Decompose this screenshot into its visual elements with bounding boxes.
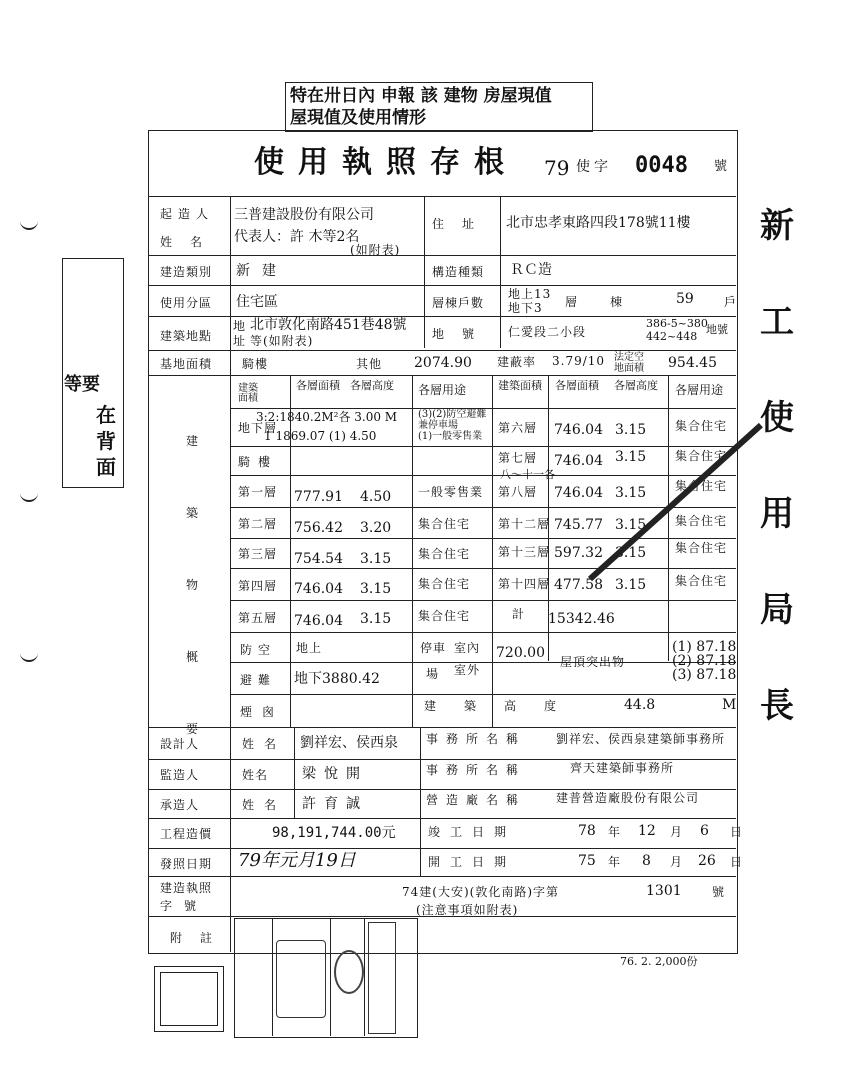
- th-build-area: 建築面積: [238, 383, 258, 404]
- designer-office: 劉祥宏、侯西泉建築師事務所: [556, 732, 726, 746]
- row-arcade-label: 騎樓: [238, 455, 279, 469]
- builder-rep: 代表人：許 木等2名: [234, 229, 360, 245]
- contractor-label: 承造人: [160, 798, 200, 812]
- floors-above: 地上13: [508, 287, 552, 301]
- open-label: 法定空地面積: [614, 352, 644, 374]
- signature-seal-1: [276, 940, 326, 1018]
- row-8f-pre: 八～十一各: [500, 468, 555, 481]
- build-type-value: 新建: [236, 263, 288, 279]
- done-y: 78: [578, 823, 596, 839]
- row-5f-height: 3.15: [360, 611, 392, 627]
- edge-mark: [20, 218, 38, 230]
- roof-1: (1) 87.18: [672, 639, 737, 655]
- permit-num: 1301: [646, 883, 682, 899]
- height-value: 44.8: [624, 697, 656, 713]
- builder-name-label: 姓名: [160, 235, 221, 249]
- contractor-name-label: 姓名: [242, 798, 287, 812]
- row-6f-label: 第六層: [498, 421, 538, 435]
- chimney-label: 煙囪: [240, 705, 285, 719]
- row-8f-height: 3.15: [615, 485, 647, 501]
- row-12f-area: 745.77: [554, 517, 603, 533]
- designer-label: 設計人: [160, 737, 200, 751]
- row-3f-area: 754.54: [294, 551, 343, 567]
- height-label: 建築高度: [424, 699, 585, 713]
- height-unit: M: [722, 697, 737, 713]
- row-7f-area: 746.04: [554, 453, 603, 469]
- contractor-firm-label: 營造廠名稱: [426, 793, 527, 807]
- row-8f-label: 第八層: [498, 485, 538, 499]
- shelter-label-b: 避難: [240, 673, 277, 687]
- row-14f-label: 第十四層: [498, 577, 551, 591]
- start-m: 8: [642, 853, 651, 869]
- th-floor-use-r: 各層用途: [675, 383, 724, 397]
- floors-below: 地下3: [508, 301, 543, 315]
- row-6f-height: 3.15: [615, 422, 647, 438]
- site-value2: 等(如附表): [250, 334, 314, 348]
- build-type-label: 建造類別: [160, 265, 213, 279]
- row-basement-use3: (1)一般零售業: [418, 431, 483, 442]
- start-y-unit: 年: [608, 855, 622, 869]
- contractor-name: 許育誠: [302, 796, 368, 812]
- start-label: 開工日期: [428, 855, 517, 869]
- row-basement-use2: 兼停車場: [418, 420, 458, 431]
- permit-label-b: 字號: [160, 899, 209, 913]
- floors-bldg: 棟: [610, 295, 624, 309]
- zone-label: 使用分區: [160, 296, 213, 310]
- header-stamp-line1: 特在卅日內 申報 該 建物 房屋現值: [290, 86, 552, 106]
- bcr-value: 3.79/10: [552, 354, 606, 368]
- floors-label: 層棟戶數: [432, 296, 485, 310]
- roof-label: 屋頂突出物: [560, 655, 626, 669]
- permit-value: 74建(大安)(敦化南路)字第: [402, 885, 559, 899]
- supervisor-label: 監造人: [160, 768, 200, 782]
- row-3f-height: 3.15: [360, 551, 392, 567]
- th-floor-use: 各層用途: [418, 383, 467, 397]
- row-basement-label: 地下層: [238, 421, 278, 435]
- zone-value: 住宅區: [236, 294, 278, 310]
- done-m: 12: [638, 823, 656, 839]
- row-7f-use: 集合住宅: [675, 449, 728, 463]
- designer-name-label: 姓名: [242, 737, 287, 751]
- parking-indoor: 室內: [454, 641, 481, 655]
- start-d-unit: 日: [730, 855, 744, 869]
- row-1f-label: 第一層: [238, 485, 278, 499]
- row-total-label: 計: [512, 607, 526, 621]
- base-area-value: 2074.90: [414, 355, 472, 371]
- designer-office-label: 事務所名稱: [426, 732, 527, 746]
- shelter-below: 地下3880.42: [294, 671, 380, 687]
- th-floor-area: 各層面積: [296, 379, 340, 392]
- structure-label: 構造種類: [432, 265, 485, 279]
- parking-label-a: 停車: [420, 641, 447, 655]
- row-basement-area: 3:2:1840.2M²各 3.00 M: [256, 410, 398, 424]
- print-mark: 76. 2. 2,000份: [620, 955, 698, 968]
- edge-mark: [20, 490, 38, 502]
- row-2f-area: 756.42: [294, 520, 343, 536]
- bcr-label: 建蔽率: [497, 355, 537, 369]
- row-4f-label: 第四層: [238, 579, 278, 593]
- row-14f-height: 3.15: [615, 577, 647, 593]
- doc-prefix: 使字: [576, 159, 612, 175]
- builder-note: (如附表): [350, 243, 401, 257]
- contractor-firm: 建普營造廠股份有限公司: [556, 791, 700, 805]
- row-basement-use: (3)(2)防空避難: [418, 409, 487, 420]
- row-14f-area: 477.58: [554, 577, 603, 593]
- row-13f-label: 第十三層: [498, 545, 551, 559]
- site-prefix-a: 地: [233, 319, 247, 333]
- row-12f-height: 3.15: [615, 517, 647, 533]
- start-y: 75: [578, 853, 596, 869]
- site-label: 建築地點: [160, 329, 213, 343]
- parking-outdoor: 室外: [454, 663, 481, 677]
- edge-mark: [20, 650, 38, 662]
- th-floor-area-r: 各層面積: [555, 379, 599, 392]
- cost-label: 工程造價: [160, 827, 213, 841]
- row-13f-height: 3.15: [615, 545, 647, 561]
- site-value: 北市敦化南路451巷48號: [250, 317, 407, 333]
- base-other: 其他: [356, 357, 383, 371]
- done-label: 竣工日期: [428, 825, 517, 839]
- row-8f-use: 集合住宅: [675, 479, 728, 493]
- row-total-area: 15342.46: [548, 611, 615, 627]
- lot-nums2: 442~448: [646, 330, 698, 343]
- permit-label-a: 建造執照: [160, 881, 213, 895]
- doc-suffix: 號: [714, 159, 728, 174]
- side-note-b: 在背面: [96, 403, 116, 479]
- row-2f-use: 集合住宅: [418, 517, 471, 531]
- roof-2: (2) 87.18: [672, 653, 737, 669]
- address-value: 北市忠孝東路四段178號11樓: [506, 215, 691, 231]
- lot-value: 仁愛段二小段: [508, 325, 587, 339]
- row-6f-area: 746.04: [554, 422, 603, 438]
- base-arcade: 騎樓: [242, 357, 269, 371]
- header-stamp-line2: 屋現值及使用情形: [290, 108, 426, 128]
- floors-hh-unit: 戶: [724, 295, 738, 309]
- row-4f-use: 集合住宅: [418, 577, 471, 591]
- start-m-unit: 月: [670, 855, 684, 869]
- issue-value: 79年元月19日: [238, 850, 356, 871]
- seal-left-inner: [160, 972, 218, 1026]
- row-7f-height: 3.15: [615, 449, 647, 465]
- row-4f-area: 746.04: [294, 581, 343, 597]
- builder-name: 三普建設股份有限公司: [234, 207, 374, 223]
- floors-unit: 層: [565, 295, 579, 309]
- row-1f-use: 一般零售業: [418, 485, 484, 499]
- parking-label-b: 場: [426, 667, 440, 681]
- row-3f-use: 集合住宅: [418, 547, 471, 561]
- row-7f-label: 第七層: [498, 451, 538, 465]
- section-label: 建 築 物 概 要: [186, 434, 200, 736]
- base-area-label: 基地面積: [160, 357, 213, 371]
- done-d-unit: 日: [730, 825, 744, 839]
- issue-label: 發照日期: [160, 857, 213, 871]
- lot-label: 地號: [432, 327, 493, 341]
- row-13f-use: 集合住宅: [675, 541, 728, 555]
- builder-label: 起造人: [160, 207, 215, 221]
- signature-mark: [334, 950, 364, 994]
- doc-number: 0048: [635, 153, 688, 178]
- row-1f-area: 777.91: [294, 489, 343, 505]
- cost-value: 98,191,744.00元: [272, 825, 396, 841]
- th-floor-height: 各層高度: [350, 379, 394, 392]
- row-2f-label: 第二層: [238, 517, 278, 531]
- row-12f-use: 集合住宅: [675, 514, 728, 528]
- start-d: 26: [698, 853, 716, 869]
- designer-name: 劉祥宏、侯西泉: [300, 735, 398, 751]
- permit-suffix: 號: [712, 885, 726, 899]
- supervisor-name-label: 姓名: [242, 768, 269, 782]
- done-m-unit: 月: [670, 825, 684, 839]
- row-13f-area: 597.32: [554, 545, 603, 561]
- parking-indoor-val: 720.00: [496, 645, 545, 661]
- done-d: 6: [700, 823, 709, 839]
- row-4f-height: 3.15: [360, 581, 392, 597]
- supervisor-name: 梁悅開: [302, 766, 368, 782]
- row-12f-label: 第十二層: [498, 517, 551, 531]
- shelter-label-a: 防空: [240, 643, 277, 657]
- address-label: 住址: [432, 217, 493, 231]
- permit-note: (注意事項如附表): [416, 903, 519, 917]
- done-y-unit: 年: [608, 825, 622, 839]
- row-6f-use: 集合住宅: [675, 419, 728, 433]
- floors-households: 59: [676, 291, 694, 307]
- row-5f-area: 746.04: [294, 613, 343, 629]
- row-5f-label: 第五層: [238, 611, 278, 625]
- side-note-a: 等要: [64, 374, 100, 395]
- lot-suffix: 地號: [706, 323, 728, 336]
- row-basement-area2: 1 1869.07 (1) 4.50: [264, 429, 377, 443]
- row-5f-use: 集合住宅: [418, 609, 471, 623]
- supervisor-office: 齊天建築師事務所: [570, 761, 675, 775]
- row-14f-use: 集合住宅: [675, 574, 728, 588]
- form-title: 使用執照存根: [254, 145, 518, 180]
- row-3f-label: 第三層: [238, 547, 278, 561]
- open-value: 954.45: [668, 355, 717, 371]
- signature-seal-2: [368, 922, 396, 1034]
- site-prefix-b: 址: [233, 334, 247, 348]
- th-build-area-r: 建築面積: [498, 379, 542, 392]
- structure-value: ＲＣ造: [510, 262, 552, 278]
- row-1f-height: 4.50: [360, 489, 392, 505]
- supervisor-office-label: 事務所名稱: [426, 763, 527, 777]
- right-margin-text: 新工使用局長: [760, 206, 794, 726]
- th-floor-height-r: 各層高度: [614, 379, 658, 392]
- doc-year: 79: [544, 156, 570, 180]
- row-2f-height: 3.20: [360, 520, 392, 536]
- shelter-above: 地上: [296, 641, 323, 655]
- remark-label: 附註: [170, 931, 231, 945]
- roof-3: (3) 87.18: [672, 667, 737, 683]
- row-8f-area: 746.04: [554, 485, 603, 501]
- lot-nums: 386-5~380: [646, 317, 708, 330]
